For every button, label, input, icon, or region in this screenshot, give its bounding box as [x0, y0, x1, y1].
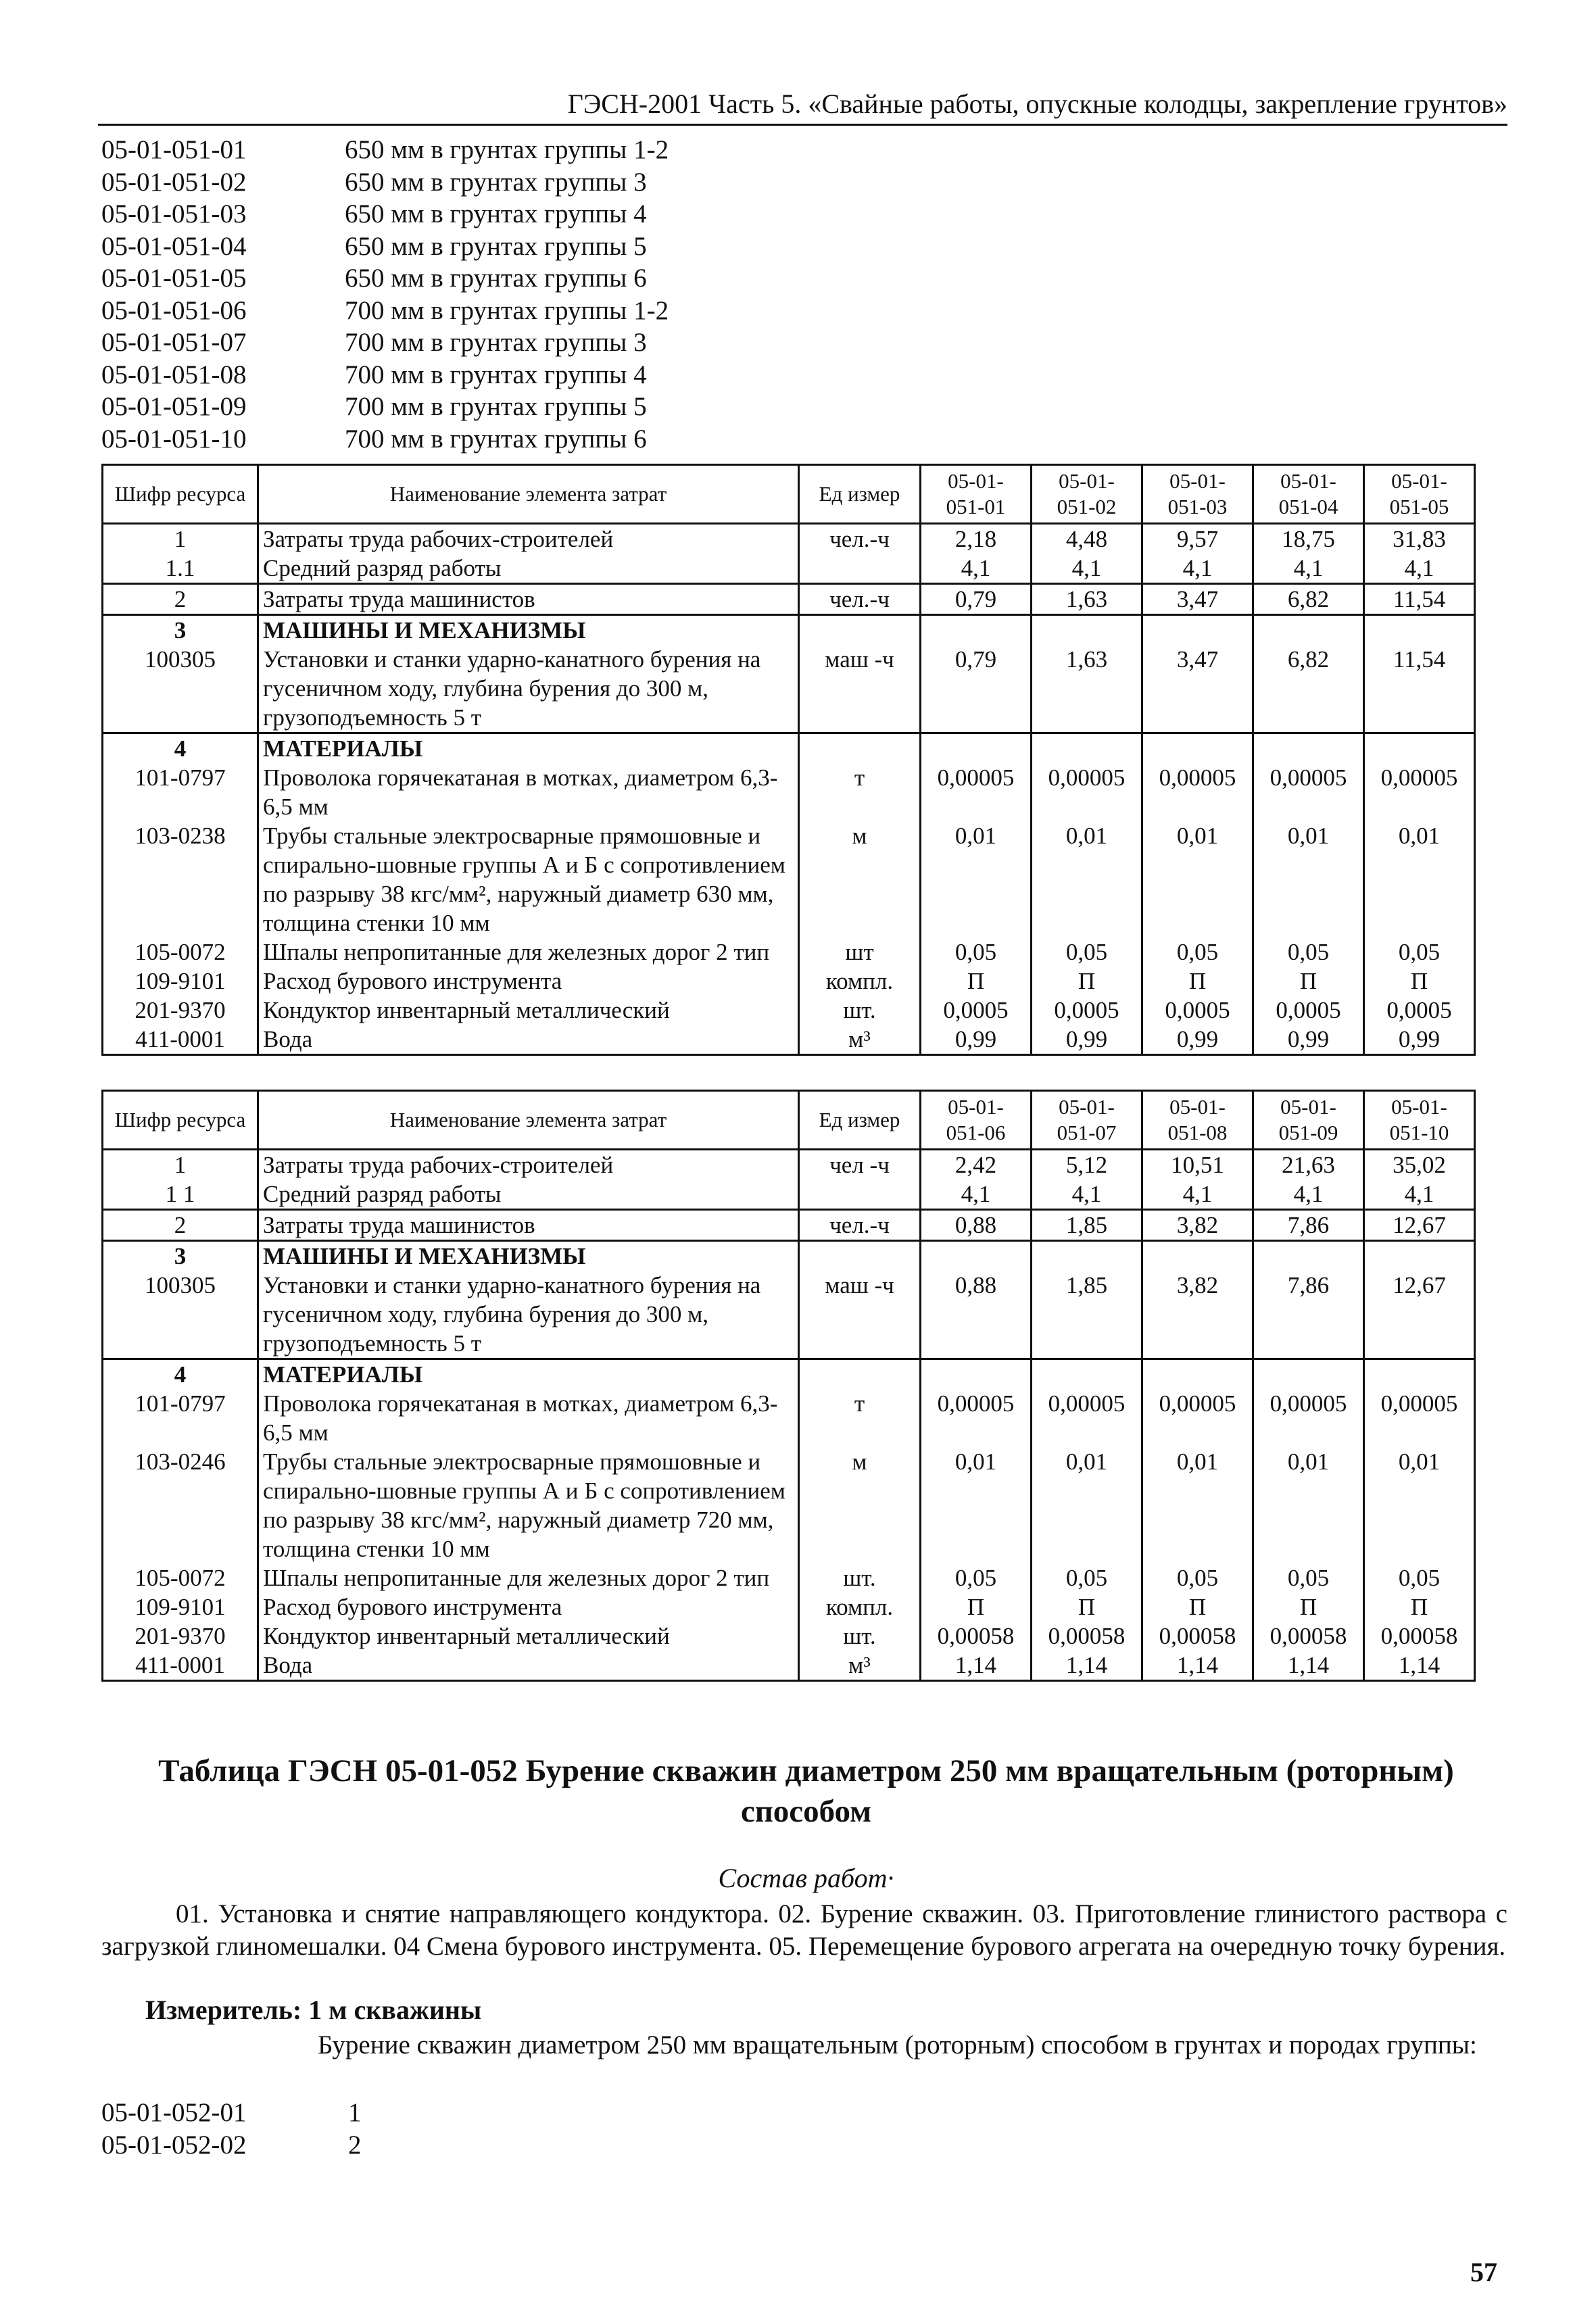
resource-value: 0,01 — [1032, 821, 1142, 937]
table-header-cell: 05-01- 051-05 — [1364, 465, 1475, 524]
resource-value — [1142, 615, 1253, 645]
resource-name: Затраты труда машинистов — [258, 1210, 799, 1241]
resource-value — [1032, 615, 1142, 645]
resource-value — [1032, 733, 1142, 764]
resource-unit: чел.-ч — [799, 584, 921, 615]
resource-value: 6,82 — [1253, 584, 1364, 615]
table-row — [103, 1447, 1475, 1563]
norm-code: 05-01-051-06 — [101, 295, 247, 325]
resource-value — [921, 615, 1032, 645]
resource-value: 0,00058 — [921, 1622, 1032, 1651]
resource-value: 4,1 — [1032, 554, 1142, 584]
resource-value: 4,1 — [1032, 1179, 1142, 1210]
resource-value — [1253, 733, 1364, 764]
resource-unit: шт. — [799, 1563, 921, 1592]
table-header-cell: Наименование элемента затрат — [258, 1091, 799, 1150]
resource-code: 100305 — [103, 1271, 258, 1359]
resource-value: 0,01 — [1253, 1447, 1364, 1563]
resource-value: 0,00058 — [1032, 1622, 1142, 1651]
table-row — [103, 1389, 1475, 1447]
norm-description: 650 мм в грунтах группы 3 — [345, 167, 647, 197]
norm-description: 650 мм в грунтах группы 1-2 — [345, 135, 669, 164]
resource-unit: чел.-ч — [799, 524, 921, 554]
norm-code: 05-01-052-02 — [101, 2130, 247, 2160]
resource-code: 1.1 — [103, 554, 258, 584]
resource-value: 1,14 — [1032, 1651, 1142, 1681]
resource-value: 0,0005 — [1364, 996, 1475, 1025]
resource-name: МАТЕРИАЛЫ — [258, 1359, 799, 1390]
code-list-item — [101, 391, 669, 423]
resource-value: 1,14 — [921, 1651, 1032, 1681]
resource-code: 201-9370 — [103, 1622, 258, 1651]
resource-unit: шт — [799, 937, 921, 967]
resource-value: 1,85 — [1032, 1271, 1142, 1359]
table-row — [103, 733, 1475, 764]
resource-name: Средний разряд работы — [258, 1179, 799, 1210]
resource-value: 0,05 — [1032, 937, 1142, 967]
table-row — [103, 937, 1475, 967]
table-header-cell: 05-01- 051-07 — [1032, 1091, 1142, 1150]
resource-value: 0,79 — [921, 645, 1032, 733]
resource-unit: шт. — [799, 1622, 921, 1651]
resource-value: 0,00005 — [1364, 1389, 1475, 1447]
table-header-cell: 05-01- 051-06 — [921, 1091, 1032, 1150]
code-list — [101, 134, 669, 455]
resource-value: 0,05 — [1142, 1563, 1253, 1592]
work-description: 01. Установка и снятие направляющего кондуктора. 02. Бурение скважин. 03. Приготовление глинистого раствора с загрузкой глиномешалки. 04 Смена бурового инструмента. 05. Перемещение бурового агрегата на очередную точку бурения. — [101, 1899, 1507, 1961]
table-row — [103, 584, 1475, 615]
table-header-cell: Ед измер — [799, 465, 921, 524]
resource-value: П — [1364, 967, 1475, 996]
resource-value: 0,05 — [921, 1563, 1032, 1592]
resource-name: Вода — [258, 1025, 799, 1055]
resource-value: 7,86 — [1253, 1210, 1364, 1241]
resource-unit: шт. — [799, 996, 921, 1025]
resource-unit: м³ — [799, 1651, 921, 1681]
resource-unit: компл. — [799, 967, 921, 996]
resource-value: 0,01 — [921, 1447, 1032, 1563]
resource-value — [1142, 1241, 1253, 1271]
table-row — [103, 996, 1475, 1025]
table-header-cell: 05-01- 051-09 — [1253, 1091, 1364, 1150]
resource-name: МАШИНЫ И МЕХАНИЗМЫ — [258, 1241, 799, 1271]
resource-name: Кондуктор инвентарный металлический — [258, 996, 799, 1025]
resource-name: МАТЕРИАЛЫ — [258, 733, 799, 764]
code-list-item — [101, 262, 669, 295]
resource-value: 0,01 — [921, 821, 1032, 937]
resource-code: 2 — [103, 1210, 258, 1241]
resource-table-2 — [101, 1090, 1476, 1682]
table-row — [103, 645, 1475, 733]
resource-code: 3 — [103, 615, 258, 645]
resource-code: 100305 — [103, 645, 258, 733]
resource-code: 201-9370 — [103, 996, 258, 1025]
resource-value: П — [1142, 967, 1253, 996]
table-row — [103, 1150, 1475, 1180]
resource-value: 0,00005 — [1032, 1389, 1142, 1447]
resource-value: П — [1364, 1592, 1475, 1622]
resource-value: 0,0005 — [1253, 996, 1364, 1025]
resource-code: 101-0797 — [103, 763, 258, 821]
resource-value: 0,88 — [921, 1210, 1032, 1241]
resource-value: 0,88 — [921, 1271, 1032, 1359]
work-composition-label: Состав работ· — [718, 1863, 894, 1893]
code-list-item — [101, 295, 669, 327]
resource-value: П — [1032, 967, 1142, 996]
resource-unit: м³ — [799, 1025, 921, 1055]
resource-unit: маш -ч — [799, 1271, 921, 1359]
resource-code: 101-0797 — [103, 1389, 258, 1447]
resource-unit: т — [799, 1389, 921, 1447]
resource-value: 0,00005 — [1142, 1389, 1253, 1447]
table-row — [103, 1359, 1475, 1390]
resource-code: 109-9101 — [103, 1592, 258, 1622]
resource-value — [921, 1359, 1032, 1390]
resource-value: 3,47 — [1142, 645, 1253, 733]
resource-value — [1364, 1359, 1475, 1390]
resource-value: 0,05 — [1364, 937, 1475, 967]
resource-value: 1,63 — [1032, 584, 1142, 615]
resource-value — [1364, 615, 1475, 645]
resource-unit — [799, 1179, 921, 1210]
norm-code: 05-01-051-09 — [101, 392, 247, 421]
resource-value — [1253, 1359, 1364, 1390]
table-row — [103, 1651, 1475, 1681]
resource-unit: компл. — [799, 1592, 921, 1622]
resource-unit: м — [799, 821, 921, 937]
table-row — [103, 821, 1475, 937]
resource-value: 0,05 — [1032, 1563, 1142, 1592]
resource-code: 411-0001 — [103, 1025, 258, 1055]
table-row — [103, 1622, 1475, 1651]
resource-code: 1 — [103, 1150, 258, 1180]
resource-unit: маш -ч — [799, 645, 921, 733]
resource-value — [1142, 733, 1253, 764]
resource-code: 103-0238 — [103, 821, 258, 937]
resource-unit — [799, 1241, 921, 1271]
resource-code: 109-9101 — [103, 967, 258, 996]
norm-description: 650 мм в грунтах группы 5 — [345, 231, 647, 261]
table-row — [103, 1179, 1475, 1210]
resource-value: 0,99 — [921, 1025, 1032, 1055]
resource-value: 3,47 — [1142, 584, 1253, 615]
norm-code: 05-01-051-04 — [101, 231, 247, 261]
norm-description: 650 мм в грунтах группы 6 — [345, 264, 647, 293]
table-header-cell: Наименование элемента затрат — [258, 465, 799, 524]
resource-value: 0,0005 — [1032, 996, 1142, 1025]
resource-value: 35,02 — [1364, 1150, 1475, 1180]
resource-value: 0,01 — [1142, 821, 1253, 937]
code-list-item — [101, 134, 669, 166]
resource-name: Кондуктор инвентарный металлический — [258, 1622, 799, 1651]
code-list-item — [101, 359, 669, 391]
measure-unit: Измеритель: 1 м скважины — [145, 1995, 482, 2025]
resource-value: 3,82 — [1142, 1271, 1253, 1359]
resource-value: 0,00005 — [1032, 763, 1142, 821]
resource-name: Шпалы непропитанные для железных дорог 2 тип — [258, 937, 799, 967]
resource-value: 1,14 — [1142, 1651, 1253, 1681]
resource-unit — [799, 1359, 921, 1390]
resource-value: П — [1142, 1592, 1253, 1622]
resource-unit: м — [799, 1447, 921, 1563]
resource-code: 1 1 — [103, 1179, 258, 1210]
resource-value: 4,1 — [1364, 1179, 1475, 1210]
resource-value: 21,63 — [1253, 1150, 1364, 1180]
resource-value — [1364, 1241, 1475, 1271]
resource-value: 9,57 — [1142, 524, 1253, 554]
resource-name: Расход бурового инструмента — [258, 967, 799, 996]
resource-value: 0,05 — [1253, 1563, 1364, 1592]
table-row — [103, 524, 1475, 554]
resource-unit: т — [799, 763, 921, 821]
resource-code: 1 — [103, 524, 258, 554]
code-list-item — [101, 326, 669, 359]
resource-value: 0,00005 — [1253, 1389, 1364, 1447]
norm-code: 05-01-051-07 — [101, 328, 247, 357]
resource-value: 0,00058 — [1142, 1622, 1253, 1651]
norm-description: 700 мм в грунтах группы 1-2 — [345, 295, 669, 325]
table-row — [103, 967, 1475, 996]
resource-name: Вода — [258, 1651, 799, 1681]
resource-value: 11,54 — [1364, 584, 1475, 615]
table-header-cell: 05-01- 051-04 — [1253, 465, 1364, 524]
resource-name: Трубы стальные электросварные прямошовные и спирально-шовные группы А и Б с сопротивлением по разрыву 38 кгс/мм², наружный диаметр 720 мм, толщина стенки 10 мм — [258, 1447, 799, 1563]
table-row — [103, 763, 1475, 821]
table-row — [103, 554, 1475, 584]
resource-value: 4,1 — [1142, 1179, 1253, 1210]
table-header-cell: Ед измер — [799, 1091, 921, 1150]
norm-code: 05-01-052-01 — [101, 2098, 247, 2127]
resource-value: 0,0005 — [921, 996, 1032, 1025]
resource-value: 0,05 — [1364, 1563, 1475, 1592]
resource-value: 0,00005 — [921, 1389, 1032, 1447]
resource-value: 0,01 — [1253, 821, 1364, 937]
resource-name: Шпалы непропитанные для железных дорог 2 тип — [258, 1563, 799, 1592]
resource-code: 411-0001 — [103, 1651, 258, 1681]
norm-description: 650 мм в грунтах группы 4 — [345, 199, 647, 228]
resource-value: 4,1 — [921, 1179, 1032, 1210]
resource-value: 0,01 — [1364, 821, 1475, 937]
resource-value: 0,99 — [1142, 1025, 1253, 1055]
resource-value — [1364, 733, 1475, 764]
resource-value: 4,1 — [921, 554, 1032, 584]
table-row — [103, 1025, 1475, 1055]
resource-unit: чел -ч — [799, 1150, 921, 1180]
resource-value: 0,00005 — [921, 763, 1032, 821]
resource-code: 103-0246 — [103, 1447, 258, 1563]
table-header-cell: 05-01- 051-01 — [921, 465, 1032, 524]
norm-description: 700 мм в грунтах группы 4 — [345, 360, 647, 389]
table-row — [103, 1271, 1475, 1359]
resource-value — [1032, 1241, 1142, 1271]
norm-code: 05-01-051-01 — [101, 135, 247, 164]
table-row — [103, 1210, 1475, 1241]
table-header-cell: 05-01- 051-02 — [1032, 465, 1142, 524]
resource-value — [1253, 1241, 1364, 1271]
table-header-cell: 05-01- 051-10 — [1364, 1091, 1475, 1150]
norm-description: 2 — [348, 2130, 362, 2160]
resource-value: 6,82 — [1253, 645, 1364, 733]
resource-value: 0,99 — [1032, 1025, 1142, 1055]
resource-value: П — [1253, 967, 1364, 996]
resource-value: П — [921, 1592, 1032, 1622]
resource-value: П — [1032, 1592, 1142, 1622]
resource-value: 18,75 — [1253, 524, 1364, 554]
resource-name: МАШИНЫ И МЕХАНИЗМЫ — [258, 615, 799, 645]
resource-value: 7,86 — [1253, 1271, 1364, 1359]
table-header-cell: 05-01- 051-08 — [1142, 1091, 1253, 1150]
resource-value: П — [921, 967, 1032, 996]
resource-value: 1,14 — [1253, 1651, 1364, 1681]
resource-unit — [799, 733, 921, 764]
resource-name: Расход бурового инструмента — [258, 1592, 799, 1622]
table-header-cell: 05-01- 051-03 — [1142, 465, 1253, 524]
resource-value: 0,00005 — [1253, 763, 1364, 821]
resource-value — [1032, 1359, 1142, 1390]
norm-code: 05-01-051-08 — [101, 360, 247, 389]
resource-code: 2 — [103, 584, 258, 615]
resource-code: 3 — [103, 1241, 258, 1271]
norm-code: 05-01-051-02 — [101, 167, 247, 197]
section-title: Таблица ГЭСН 05-01-052 Бурение скважин диаметром 250 мм вращательным (роторным) способом — [158, 1753, 1454, 1829]
resource-value: 0,05 — [1142, 937, 1253, 967]
resource-value: 1,14 — [1364, 1651, 1475, 1681]
norm-description: 700 мм в грунтах группы 6 — [345, 424, 647, 454]
resource-value: 12,67 — [1364, 1271, 1475, 1359]
code-list-item — [101, 166, 669, 199]
resource-value: 1,85 — [1032, 1210, 1142, 1241]
resource-value: 0,79 — [921, 584, 1032, 615]
table-header-cell: Шифр ресурса — [103, 465, 258, 524]
resource-value: 0,00005 — [1364, 763, 1475, 821]
running-header: ГЭСН-2001 Часть 5. «Свайные работы, опускные колодцы, закрепление грунтов» — [98, 88, 1507, 126]
resource-value: 11,54 — [1364, 645, 1475, 733]
resource-value: 3,82 — [1142, 1210, 1253, 1241]
norm-code: 05-01-051-03 — [101, 199, 247, 228]
table-row — [103, 1592, 1475, 1622]
resource-value: 10,51 — [1142, 1150, 1253, 1180]
resource-unit: чел.-ч — [799, 1210, 921, 1241]
resource-table-1 — [101, 464, 1476, 1056]
table-header-cell: Шифр ресурса — [103, 1091, 258, 1150]
resource-name: Установки и станки ударно-канатного бурения на гусеничном ходу, глубина бурения до 300 м, грузоподъемность 5 т — [258, 1271, 799, 1359]
resource-name: Средний разряд работы — [258, 554, 799, 584]
resource-name: Затраты труда машинистов — [258, 584, 799, 615]
resource-value: 0,01 — [1032, 1447, 1142, 1563]
code-list-item — [101, 2097, 362, 2129]
norm-description: 1 — [348, 2098, 362, 2127]
norm-code: 05-01-051-10 — [101, 424, 247, 454]
resource-value: П — [1253, 1592, 1364, 1622]
resource-name: Трубы стальные электросварные прямошовные и спирально-шовные группы А и Б с сопротивлением по разрыву 38 кгс/мм², наружный диаметр 630 мм, толщина стенки 10 мм — [258, 821, 799, 937]
resource-value: 2,42 — [921, 1150, 1032, 1180]
resource-value: 0,00058 — [1364, 1622, 1475, 1651]
norm-description: 700 мм в грунтах группы 5 — [345, 392, 647, 421]
resource-value — [921, 733, 1032, 764]
resource-value: 2,18 — [921, 524, 1032, 554]
resource-code: 4 — [103, 733, 258, 764]
resource-value: 4,1 — [1253, 1179, 1364, 1210]
resource-value: 0,05 — [1253, 937, 1364, 967]
resource-name: Проволока горячекатаная в мотках, диаметром 6,3-6,5 мм — [258, 1389, 799, 1447]
resource-value: 0,99 — [1253, 1025, 1364, 1055]
resource-value — [921, 1241, 1032, 1271]
lead-text: Бурение скважин диаметром 250 мм вращательным (роторным) способом в грунтах и породах группы: — [318, 2030, 1477, 2060]
resource-value: 0,99 — [1364, 1025, 1475, 1055]
resource-value: 0,00058 — [1253, 1622, 1364, 1651]
resource-value: 1,63 — [1032, 645, 1142, 733]
table-row — [103, 1241, 1475, 1271]
resource-value: 4,1 — [1364, 554, 1475, 584]
resource-value: 0,00005 — [1142, 763, 1253, 821]
norm-description: 700 мм в грунтах группы 3 — [345, 328, 647, 357]
resource-value — [1142, 1359, 1253, 1390]
code-list-item — [101, 2129, 362, 2162]
code-list-item — [101, 423, 669, 456]
resource-value: 0,05 — [921, 937, 1032, 967]
resource-value — [1253, 615, 1364, 645]
resource-value: 5,12 — [1032, 1150, 1142, 1180]
resource-value: 0,01 — [1142, 1447, 1253, 1563]
resource-code: 105-0072 — [103, 937, 258, 967]
resource-code: 105-0072 — [103, 1563, 258, 1592]
resource-value: 31,83 — [1364, 524, 1475, 554]
table-row — [103, 615, 1475, 645]
table-row — [103, 1563, 1475, 1592]
resource-unit — [799, 554, 921, 584]
resource-unit — [799, 615, 921, 645]
resource-name: Затраты труда рабочих-строителей — [258, 524, 799, 554]
code-list-item — [101, 230, 669, 263]
resource-value: 0,0005 — [1142, 996, 1253, 1025]
resource-name: Проволока горячекатаная в мотках, диаметром 6,3-6,5 мм — [258, 763, 799, 821]
resource-name: Затраты труда рабочих-строителей — [258, 1150, 799, 1180]
resource-value: 4,1 — [1253, 554, 1364, 584]
norm-code: 05-01-051-05 — [101, 264, 247, 293]
resource-value: 4,48 — [1032, 524, 1142, 554]
resource-value: 12,67 — [1364, 1210, 1475, 1241]
code-list-item — [101, 198, 669, 230]
resource-value: 0,01 — [1364, 1447, 1475, 1563]
bottom-code-list — [101, 2097, 362, 2162]
resource-code: 4 — [103, 1359, 258, 1390]
page-number: 57 — [1470, 2257, 1497, 2287]
resource-value: 4,1 — [1142, 554, 1253, 584]
resource-name: Установки и станки ударно-канатного бурения на гусеничном ходу, глубина бурения до 300 м, грузоподъемность 5 т — [258, 645, 799, 733]
